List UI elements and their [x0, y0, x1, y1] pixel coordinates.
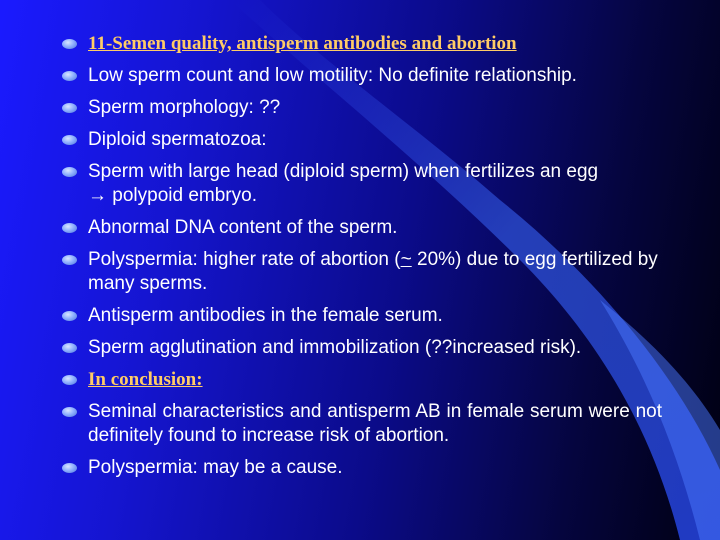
- slide-content: [62, 32, 662, 488]
- bullet-text: Abnormal DNA content of the sperm.: [88, 217, 398, 238]
- bullet-item: [62, 160, 662, 208]
- bullet-item: [62, 248, 662, 296]
- bullet-text-continuation: 20%) due to egg fertilized by many sperms.: [88, 249, 658, 294]
- bullet-item: [62, 400, 662, 448]
- bullet-text: Sperm with large head (diploid sperm) when fertilizes an egg: [88, 161, 599, 182]
- bullet-text: Sperm agglutination and immobilization (??increased risk).: [88, 337, 582, 358]
- bullet-item: [62, 96, 662, 120]
- bullet-icon: [62, 343, 77, 353]
- bullet-icon: [62, 311, 77, 321]
- bullet-icon: [62, 103, 77, 113]
- bullet-item: [62, 456, 662, 480]
- bullet-text: Diploid spermatozoa:: [88, 129, 267, 150]
- bullet-icon: [62, 223, 77, 233]
- bullet-text: Low sperm count and low motility: No definite relationship.: [88, 65, 577, 86]
- bullet-text: Polyspermia: higher rate of abortion (: [88, 249, 401, 270]
- bullet-text: Antisperm antibodies in the female serum.: [88, 305, 443, 326]
- bullet-item: [62, 336, 662, 360]
- bullet-item: [62, 304, 662, 328]
- bullet-icon: [62, 71, 77, 81]
- bullet-item: [62, 216, 662, 240]
- bullet-item: [62, 128, 662, 152]
- right-arrow-icon: →: [88, 185, 107, 206]
- bullet-text: Sperm morphology: ??: [88, 97, 281, 118]
- bullet-icon: [62, 375, 77, 385]
- bullet-item: [62, 32, 662, 56]
- bullet-icon: [62, 463, 77, 473]
- conclusion-heading: In conclusion:: [88, 369, 203, 390]
- bullet-item: [62, 64, 662, 88]
- bullet-text: Seminal characteristics and antisperm AB in female serum were not definitely found to increase risk of abortion.: [88, 401, 662, 446]
- bullet-icon: [62, 39, 77, 49]
- bullet-icon: [62, 255, 77, 265]
- bullet-icon: [62, 135, 77, 145]
- bullet-text: Polyspermia: may be a cause.: [88, 457, 343, 478]
- section-heading: 11-Semen quality, antisperm antibodies and abortion: [88, 33, 517, 54]
- bullet-icon: [62, 167, 77, 177]
- bullet-item: [62, 368, 662, 392]
- approx-symbol: ~: [400, 249, 412, 270]
- bullet-text-continuation: polypoid embryo.: [107, 185, 257, 206]
- bullet-icon: [62, 407, 77, 417]
